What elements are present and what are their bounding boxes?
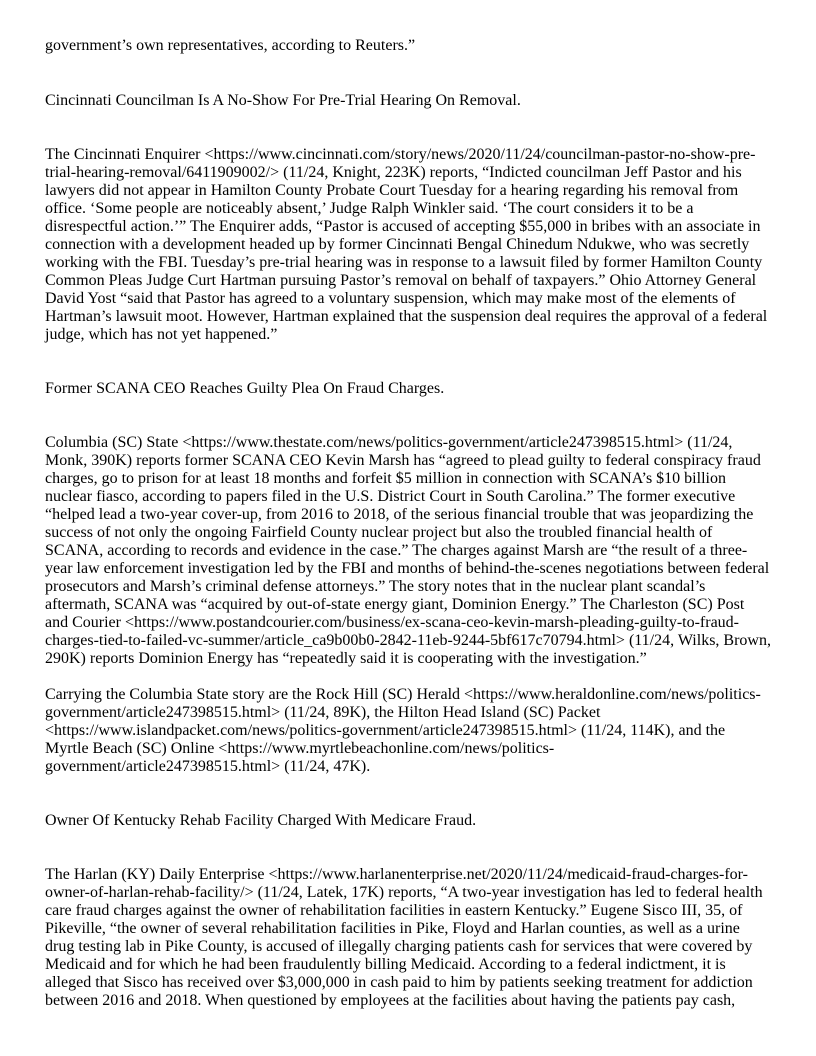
paragraph-line: charges, go to prison for at least 18 months and forfeit $5 million in connection with SCANA’s $10 billion [45, 470, 726, 487]
paragraph-line: charges-tied-to-failed-vc-summer/article_ca9b00b0-2842-11eb-9244-5bf617c70794.html> (11/24, Wilks, Brown, [45, 632, 771, 649]
paragraph-line: disrespectful action.’” The Enquirer adds, “Pastor is accused of accepting $55,000 in bribes with an associate in [45, 218, 761, 235]
headline-kentucky-rehab: Owner Of Kentucky Rehab Facility Charged With Medicare Fraud. [45, 812, 477, 829]
paragraph-line: Myrtle Beach (SC) Online <https://www.myrtlebeachonline.com/news/politics- [45, 740, 555, 757]
paragraph-line: government/article247398515.html> (11/24, 47K). [45, 758, 371, 775]
paragraph-line: David Yost “said that Pastor has agreed to a voluntary suspension, which may make most of the elements of [45, 290, 736, 307]
paragraph-kentucky-story [45, 866, 772, 1010]
paragraph-line: trial-hearing-removal/6411909002/> (11/24, Knight, 223K) reports, “Indicted councilman Jeff Pastor and his [45, 164, 742, 181]
paragraph-line: SCANA, according to records and evidence in the case.” The charges against Marsh are “the result of a three- [45, 542, 748, 559]
paragraph-line: The Cincinnati Enquirer <https://www.cincinnati.com/story/news/2020/11/24/councilman-pastor-no-show-pre- [45, 146, 756, 163]
headline-scana-ceo: Former SCANA CEO Reaches Guilty Plea On Fraud Charges. [45, 380, 445, 397]
paragraph-line: Hartman’s lawsuit moot. However, Hartman explained that the suspension deal requires the approval of a federal [45, 308, 768, 325]
paragraph-line: working with the FBI. Tuesday’s pre-trial hearing was in response to a lawsuit filed by former Hamilton County [45, 254, 763, 271]
paragraph-line: owner-of-harlan-rehab-facility/> (11/24, Latek, 17K) reports, “A two-year investigation has led to federal health [45, 884, 763, 901]
paragraph-line: Columbia (SC) State <https://www.thestate.com/news/politics-government/article247398515.html> (11/24, [45, 434, 733, 451]
paragraph-scana-story [45, 434, 772, 668]
paragraph-line: Common Pleas Judge Curt Hartman pursuing Pastor’s removal on behalf of taxpayers.” Ohio Attorney General [45, 272, 757, 289]
paragraph-line: government/article247398515.html> (11/24, 89K), the Hilton Head Island (SC) Packet [45, 704, 601, 721]
paragraph-scana-syndication [45, 686, 772, 776]
paragraph-line: prosecutors and Marsh’s criminal defense attorneys.” The story notes that in the nuclear plant scandal’s [45, 578, 706, 595]
paragraph-line: Carrying the Columbia State story are the Rock Hill (SC) Herald <https://www.heraldonline.com/news/politics- [45, 686, 761, 703]
paragraph-cincinnati-story [45, 146, 772, 344]
paragraph-line: aftermath, SCANA was “acquired by out-of-state energy giant, Dominion Energy.” The Charleston (SC) Post [45, 596, 745, 613]
paragraph-line: office. ‘Some people are noticeably absent,’ Judge Ralph Winkler said. ‘The court considers it to be a [45, 200, 694, 217]
paragraph-line: lawyers did not appear in Hamilton County Probate Court Tuesday for a hearing regarding his removal from [45, 182, 739, 199]
paragraph-line: drug testing lab in Pike County, is accused of illegally charging patients cash for services that were covered by [45, 938, 753, 955]
paragraph-line: Medicaid and for which he had been fraudulently billing Medicaid. According to a federal indictment, it is [45, 956, 726, 973]
paragraph-line: between 2016 and 2018. When questioned by employees at the facilities about having the patients pay cash, [45, 992, 736, 1009]
paragraph-line: care fraud charges against the owner of rehabilitation facilities in eastern Kentucky.” Eugene Sisco III, 35, of [45, 902, 743, 919]
headline-cincinnati-councilman: Cincinnati Councilman Is A No-Show For Pre-Trial Hearing On Removal. [45, 92, 521, 109]
paragraph-line: judge, which has not yet happened.” [45, 326, 278, 343]
paragraph-line: success of not only the ongoing Fairfield County nuclear project but also the troubled financial health of [45, 524, 713, 541]
paragraph-line: Monk, 390K) reports former SCANA CEO Kevin Marsh has “agreed to plead guilty to federal conspiracy fraud [45, 452, 761, 469]
paragraph-line: The Harlan (KY) Daily Enterprise <https://www.harlanenterprise.net/2020/11/24/medicaid-fraud-charges-for- [45, 866, 748, 883]
paragraph-line: 290K) reports Dominion Energy has “repeatedly said it is cooperating with the investigation.” [45, 650, 647, 667]
paragraph-line: nuclear fiasco, according to papers filed in the U.S. District Court in South Carolina.” The former executive [45, 488, 736, 505]
paragraph-line: alleged that Sisco has received over $3,000,000 in cash paid to him by patients seeking treatment for addiction [45, 974, 753, 991]
paragraph-line: connection with a development headed up by former Cincinnati Bengal Chinedum Ndukwe, who was secretly [45, 236, 750, 253]
paragraph-line: and Courier <https://www.postandcourier.com/business/ex-scana-ceo-kevin-marsh-pleading-guilty-to-fraud- [45, 614, 740, 631]
paragraph-line: year law enforcement investigation led by the FBI and months of behind-the-scenes negotiations between federal [45, 560, 770, 577]
intro-tail-text: government’s own representatives, according to Reuters.” [45, 37, 416, 54]
paragraph-line: <https://www.islandpacket.com/news/politics-government/article247398515.html> (11/24, 114K), and the [45, 722, 726, 739]
paragraph-line: “helped lead a two-year cover-up, from 2016 to 2018, of the serious financial trouble that was jeopardizing the [45, 506, 754, 523]
paragraph-line: Pikeville, “the owner of several rehabilitation facilities in Pike, Floyd and Harlan counties, as well as a urine [45, 920, 740, 937]
